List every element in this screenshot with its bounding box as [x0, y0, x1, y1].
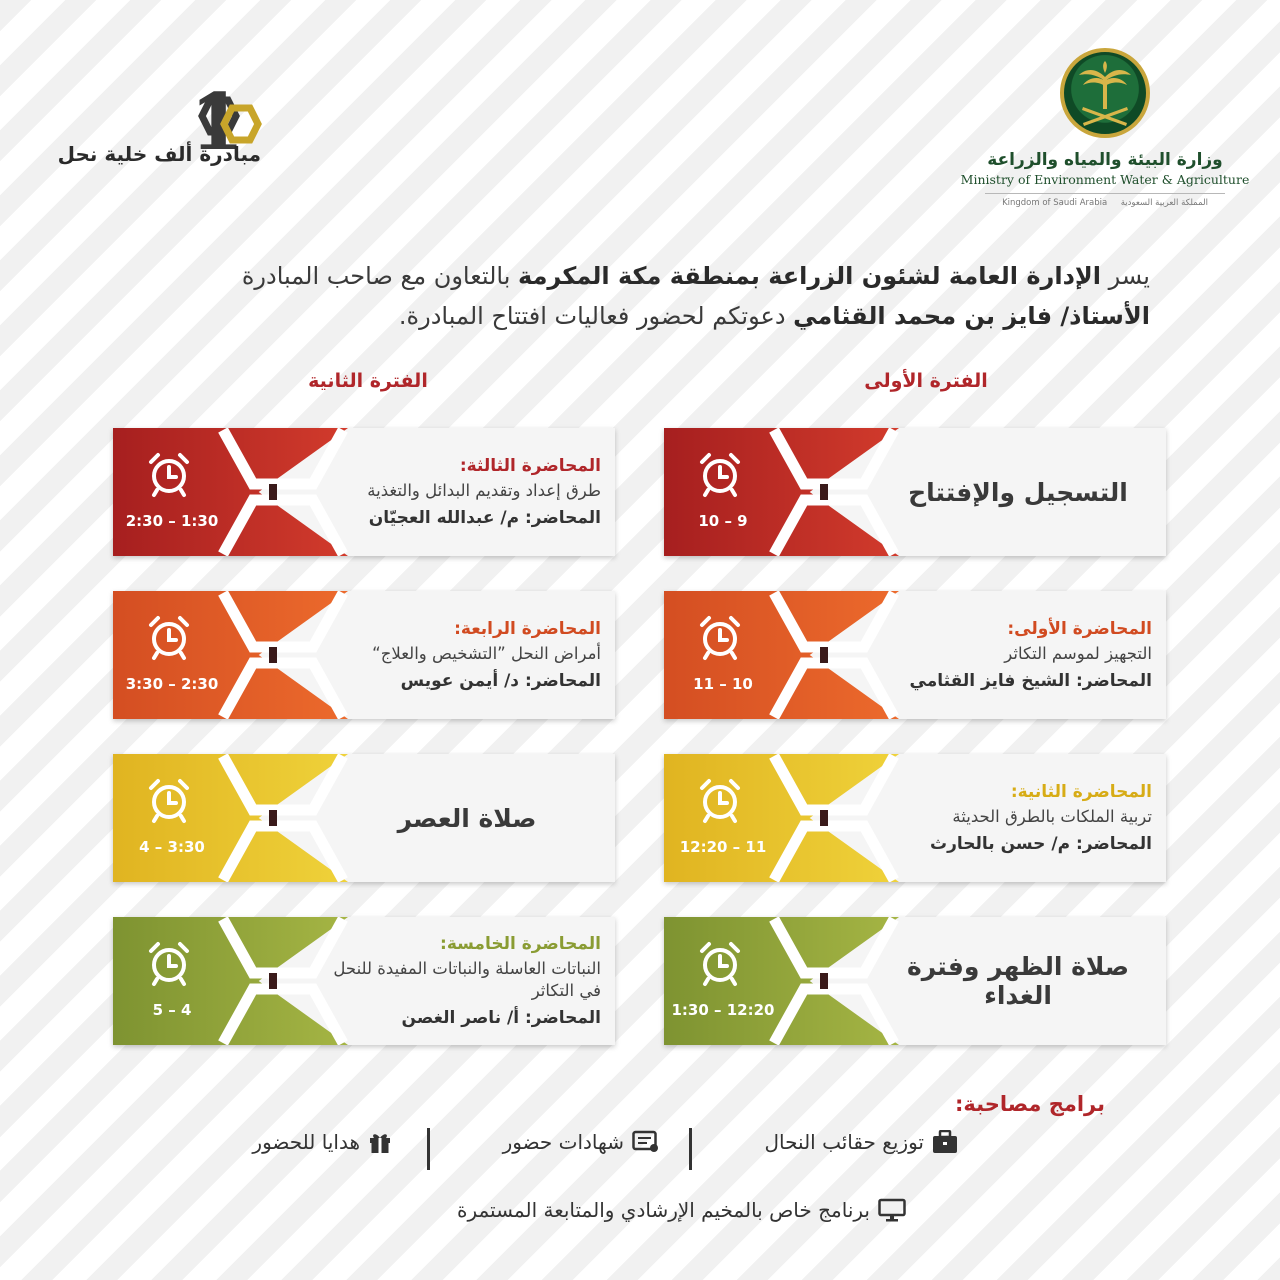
schedule-card-lecture-2	[664, 754, 1166, 882]
first-period-heading: الفترة الأولى	[864, 370, 988, 392]
divider	[985, 193, 1225, 194]
alarm-clock-icon	[696, 776, 744, 824]
session-time: 5 – 4	[152, 1001, 192, 1019]
programs-heading: برامج مصاحبة:	[954, 1092, 1105, 1116]
schedule-card-lecture-4	[113, 591, 615, 719]
alarm-clock-icon	[145, 939, 193, 987]
program-label: شهادات حضور	[502, 1130, 624, 1154]
program-item-beekeeper-bags	[765, 1130, 958, 1154]
program-label: توزيع حقائب النحال	[764, 1130, 924, 1154]
hexagon-decoration-icon	[213, 591, 353, 719]
hexagon-decoration-icon	[213, 917, 353, 1045]
intro-part-1: يسر	[1108, 262, 1150, 290]
lecture-title: المحاضرة الرابعة:	[454, 619, 601, 639]
lecture-topic: تربية الملكات بالطرق الحديثة	[952, 807, 1152, 826]
kingdom-english: Kingdom of Saudi Arabia	[1002, 198, 1108, 208]
lecture-title: المحاضرة الخامسة:	[440, 934, 601, 954]
lecture-speaker: المحاضر: أ/ ناصر الغصن	[401, 1008, 601, 1028]
card-content	[333, 754, 601, 882]
lecture-title: المحاضرة الأولى:	[1007, 619, 1152, 639]
session-name: التسجيل والإفتتاح	[908, 477, 1128, 507]
initiative-name: مبادرة ألف خلية نحل	[57, 142, 261, 166]
program-item-gifts	[252, 1130, 392, 1154]
session-time: 4 – 3:30	[139, 838, 205, 856]
alarm-clock-icon	[145, 450, 193, 498]
session-name: صلاة الظهر وفترة الغداء	[906, 952, 1130, 1010]
monitor-icon	[878, 1198, 906, 1222]
lecture-topic: أمراض النحل ”التشخيص والعلاج“	[372, 644, 601, 663]
gift-icon	[368, 1130, 392, 1154]
alarm-clock-icon	[696, 613, 744, 661]
hexagon-decoration-icon	[764, 754, 904, 882]
briefcase-icon	[932, 1130, 958, 1154]
intro-initiator: الأستاذ/ فايز بن محمد القثامي	[793, 302, 1150, 330]
hexagon-decoration-icon	[213, 428, 353, 556]
lecture-speaker: المحاضر: د/ أيمن عويس	[400, 671, 601, 691]
kingdom-line	[960, 198, 1250, 208]
card-content	[884, 917, 1152, 1045]
lecture-title: المحاضرة الثانية:	[1010, 782, 1152, 802]
initiative-number: 1	[190, 77, 245, 168]
program-item-extension-camp	[457, 1198, 906, 1222]
kingdom-arabic: المملكة العربية السعودية	[1120, 198, 1208, 208]
initiative-logo	[40, 77, 280, 180]
session-time: 10 – 9	[698, 512, 748, 530]
card-content	[333, 917, 601, 1045]
card-content	[333, 428, 601, 556]
card-content	[884, 428, 1152, 556]
lecture-title: المحاضرة الثالثة:	[459, 456, 601, 476]
second-period-heading: الفترة الثانية	[308, 370, 428, 392]
hexagon-decoration-icon	[213, 754, 353, 882]
hexagon-decoration-icon	[764, 428, 904, 556]
alarm-clock-icon	[145, 776, 193, 824]
hexagon-decoration-icon	[764, 591, 904, 719]
schedule-card-lecture-5	[113, 917, 615, 1045]
schedule-card-asr-prayer	[113, 754, 615, 882]
card-content	[333, 591, 601, 719]
divider	[427, 1128, 430, 1170]
session-name: صلاة العصر	[397, 803, 537, 833]
session-time: 1:30 – 12:20	[671, 1001, 775, 1019]
palm-swords-emblem-icon	[1060, 48, 1150, 138]
session-time: 12:20 – 11	[679, 838, 767, 856]
schedule-card-lecture-3	[113, 428, 615, 556]
alarm-clock-icon	[696, 939, 744, 987]
certificate-icon	[632, 1130, 660, 1154]
lecture-topic: النباتات العاسلة والنباتات المفيدة للنحل في التكاثر	[333, 959, 601, 1000]
program-label: هدايا للحضور	[252, 1130, 360, 1154]
card-content	[884, 591, 1152, 719]
program-label: برنامج خاص بالمخيم الإرشادي والمتابعة المستمرة	[456, 1198, 870, 1222]
lecture-topic: طرق إعداد وتقديم البدائل والتغذية	[367, 481, 601, 500]
invitation-text	[120, 256, 1150, 336]
session-time: 2:30 – 1:30	[125, 512, 219, 530]
intro-part-5: دعوتكم لحضور فعاليات افتتاح المبادرة.	[398, 302, 786, 330]
lecture-speaker: المحاضر: م/ حسن بالحارث	[930, 834, 1152, 854]
session-time: 3:30 – 2:30	[125, 675, 219, 693]
schedule-card-registration	[664, 428, 1166, 556]
alarm-clock-icon	[696, 450, 744, 498]
schedule-card-lunch	[664, 917, 1166, 1045]
ministry-logo	[960, 48, 1250, 218]
ministry-name-arabic: وزارة البيئة والمياه والزراعة	[987, 150, 1223, 170]
lecture-speaker: المحاضر: الشيخ فايز القثامي	[909, 671, 1152, 691]
program-item-certificates	[503, 1130, 660, 1154]
intro-organizer: الإدارة العامة لشئون الزراعة بمنطقة مكة المكرمة	[518, 262, 1102, 290]
ministry-name-english: Ministry of Environment Water & Agriculture	[960, 172, 1250, 187]
session-time: 11 – 10	[693, 675, 753, 693]
divider	[689, 1128, 692, 1170]
lecture-topic: التجهيز لموسم التكاثر	[1004, 644, 1152, 663]
hexagon-rings-icon	[198, 96, 262, 144]
schedule-card-lecture-1	[664, 591, 1166, 719]
intro-part-3: بالتعاون مع صاحب المبادرة	[241, 262, 511, 290]
card-content	[884, 754, 1152, 882]
hexagon-decoration-icon	[764, 917, 904, 1045]
lecture-speaker: المحاضر: م/ عبدالله العجيّان	[368, 508, 601, 528]
alarm-clock-icon	[145, 613, 193, 661]
